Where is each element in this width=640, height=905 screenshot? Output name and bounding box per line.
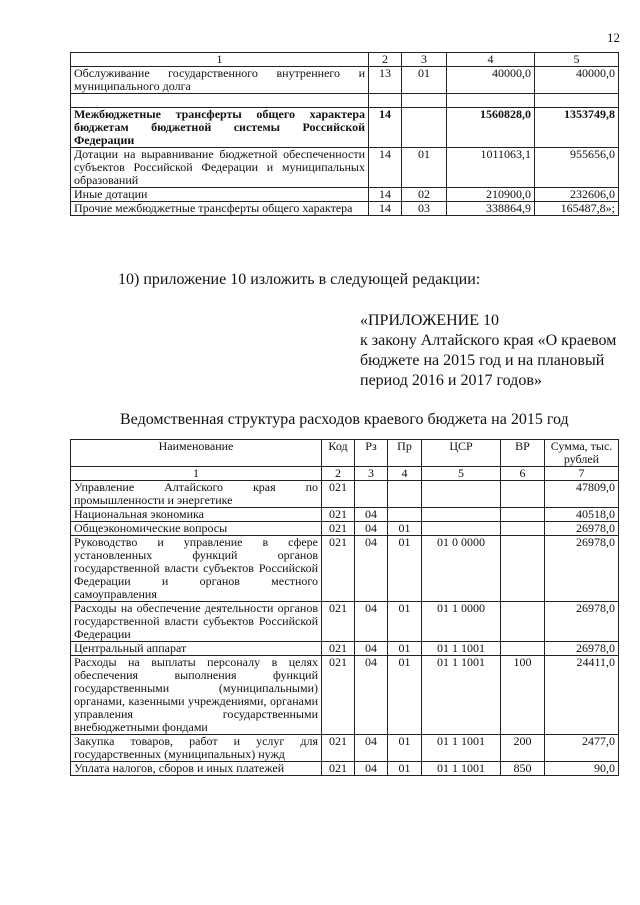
table-row	[71, 522, 619, 536]
row-sum: 26978,0	[545, 536, 619, 602]
row-sum-2015: 338864,9	[447, 202, 535, 216]
row-rz: 14	[369, 202, 402, 216]
row-name: Расходы на обеспечение деятельности органов государственной власти субъектов Российской Федерации	[71, 602, 322, 642]
row-sum-2015: 1560828,0	[447, 108, 535, 148]
row-kod: 021	[322, 536, 355, 602]
row-csr: 01 1 0000	[422, 602, 501, 642]
table-row	[71, 202, 619, 216]
column-header-rz: Рз	[355, 440, 388, 467]
header-cell: 3	[402, 53, 447, 67]
row-rz: 04	[355, 522, 388, 536]
row-vr: 850	[501, 762, 545, 776]
row-name: Закупка товаров, работ и услуг для государственных (муниципальных) нужд	[71, 735, 322, 762]
row-name: Расходы на выплаты персоналу в целях обеспечения выполнения функций государственными (муниципальными) органами, казенными учреждениями, органами управления государственными внебюджетными фондами	[71, 656, 322, 735]
row-sum: 47809,0	[545, 481, 619, 508]
row-pr: 01	[388, 735, 422, 762]
row-name: Управление Алтайского края по промышленности и энергетике	[71, 481, 322, 508]
column-number: 5	[422, 467, 501, 481]
table-row	[71, 108, 619, 148]
row-sum: 26978,0	[545, 522, 619, 536]
column-header-vr: ВР	[501, 440, 545, 467]
row-name	[71, 94, 369, 108]
row-sum-2015	[447, 94, 535, 108]
appendix-line: к закону Алтайского края «О краевом	[360, 332, 617, 349]
header-cell: 1	[71, 53, 369, 67]
row-pr: 01	[388, 642, 422, 656]
table-row	[71, 148, 619, 188]
row-csr	[422, 522, 501, 536]
row-sum: 90,0	[545, 762, 619, 776]
list-item-10: 10) приложение 10 изложить в следующей редакции:	[118, 271, 481, 288]
row-vr	[501, 522, 545, 536]
row-rz: 13	[369, 67, 402, 94]
row-sum: 26978,0	[545, 642, 619, 656]
column-header-csr: ЦСР	[422, 440, 501, 467]
row-name: Национальная экономика	[71, 508, 322, 522]
appendix-line: период 2016 и 2017 годов»	[360, 372, 542, 389]
row-vr	[501, 508, 545, 522]
row-kod: 021	[322, 735, 355, 762]
row-rz	[369, 94, 402, 108]
row-name: Обслуживание государственного внутреннего и муниципального долга	[71, 67, 369, 94]
row-vr: 200	[501, 735, 545, 762]
row-csr	[422, 481, 501, 508]
row-sum: 40518,0	[545, 508, 619, 522]
column-number: 1	[71, 467, 322, 481]
row-sum: 26978,0	[545, 602, 619, 642]
row-sum-2015: 210900,0	[447, 188, 535, 202]
row-rz: 04	[355, 602, 388, 642]
column-header-name: Наименование	[71, 440, 322, 467]
table-row	[71, 536, 619, 602]
column-number: 6	[501, 467, 545, 481]
row-pr: 02	[402, 188, 447, 202]
row-sum-2016: 1353749,8	[535, 108, 619, 148]
column-number: 4	[388, 467, 422, 481]
row-name: Межбюджетные трансферты общего характера бюджетам бюджетной системы Российской Федерации	[71, 108, 369, 148]
table-row	[71, 602, 619, 642]
row-rz: 14	[369, 108, 402, 148]
column-number: 3	[355, 467, 388, 481]
table-header-row	[71, 440, 619, 467]
row-pr: 01	[388, 656, 422, 735]
row-rz: 04	[355, 642, 388, 656]
column-header-sum: Сумма, тыс. рублей	[545, 440, 619, 467]
column-header-pr: Пр	[388, 440, 422, 467]
row-kod: 021	[322, 656, 355, 735]
row-name: Дотации на выравнивание бюджетной обеспеченности субъектов Российской Федерации и муниципальных образований	[71, 148, 369, 188]
row-vr	[501, 642, 545, 656]
row-pr: 01	[388, 522, 422, 536]
top-budget-table	[70, 52, 619, 216]
table-row	[71, 188, 619, 202]
row-sum-2016: 955656,0	[535, 148, 619, 188]
table-row	[71, 67, 619, 94]
row-kod: 021	[322, 602, 355, 642]
row-pr: 01	[388, 536, 422, 602]
table-row-spacer	[71, 94, 619, 108]
header-cell: 2	[369, 53, 402, 67]
row-pr: 01	[388, 762, 422, 776]
document-title: Ведомственная структура расходов краевого бюджета на 2015 год	[120, 411, 569, 428]
row-sum-2016: 40000,0	[535, 67, 619, 94]
column-number-row	[71, 467, 619, 481]
row-pr	[402, 108, 447, 148]
column-number: 7	[545, 467, 619, 481]
row-kod: 021	[322, 508, 355, 522]
row-vr	[501, 481, 545, 508]
row-pr: 01	[402, 148, 447, 188]
row-rz	[355, 481, 388, 508]
row-vr	[501, 536, 545, 602]
row-kod: 021	[322, 522, 355, 536]
row-csr: 01 1 1001	[422, 735, 501, 762]
table-row	[71, 656, 619, 735]
row-name: Руководство и управление в сфере установленных функций органов государственной власти субъектов Российской Федерации и органов местного самоуправления	[71, 536, 322, 602]
row-sum-2016: 165487,8»;	[535, 202, 619, 216]
row-csr: 01 0 0000	[422, 536, 501, 602]
row-pr	[388, 508, 422, 522]
row-csr	[422, 508, 501, 522]
row-kod: 021	[322, 762, 355, 776]
table-row	[71, 735, 619, 762]
row-pr: 01	[402, 67, 447, 94]
row-sum-2015: 40000,0	[447, 67, 535, 94]
header-cell: 5	[535, 53, 619, 67]
table-row	[71, 481, 619, 508]
row-csr: 01 1 1001	[422, 762, 501, 776]
row-rz: 14	[369, 188, 402, 202]
row-pr	[388, 481, 422, 508]
column-header-kod: Код	[322, 440, 355, 467]
row-sum: 2477,0	[545, 735, 619, 762]
row-csr: 01 1 1001	[422, 642, 501, 656]
row-rz: 04	[355, 656, 388, 735]
table-header-row	[71, 53, 619, 67]
row-vr: 100	[501, 656, 545, 735]
table-row	[71, 508, 619, 522]
row-csr: 01 1 1001	[422, 656, 501, 735]
row-pr: 01	[388, 602, 422, 642]
row-rz: 04	[355, 735, 388, 762]
row-sum-2015: 1011063,1	[447, 148, 535, 188]
row-rz: 04	[355, 508, 388, 522]
row-sum: 24411,0	[545, 656, 619, 735]
appendix-line: бюджете на 2015 год и на плановый	[360, 352, 605, 369]
header-cell: 4	[447, 53, 535, 67]
appendix-title: «ПРИЛОЖЕНИЕ 10	[360, 312, 500, 329]
row-name: Иные дотации	[71, 188, 369, 202]
row-name: Прочие межбюджетные трансферты общего характера	[71, 202, 369, 216]
row-kod: 021	[322, 481, 355, 508]
table-row	[71, 642, 619, 656]
row-pr	[402, 94, 447, 108]
row-sum-2016	[535, 94, 619, 108]
row-vr	[501, 602, 545, 642]
appendix-block	[360, 311, 622, 391]
departmental-expenses-table	[70, 439, 619, 776]
row-name: Уплата налогов, сборов и иных платежей	[71, 762, 322, 776]
row-sum-2016: 232606,0	[535, 188, 619, 202]
table-row	[71, 762, 619, 776]
column-number: 2	[322, 467, 355, 481]
row-rz: 04	[355, 536, 388, 602]
row-pr: 03	[402, 202, 447, 216]
row-kod: 021	[322, 642, 355, 656]
row-name: Общеэкономические вопросы	[71, 522, 322, 536]
row-rz: 14	[369, 148, 402, 188]
page-number: 12	[607, 30, 620, 45]
row-rz: 04	[355, 762, 388, 776]
row-name: Центральный аппарат	[71, 642, 322, 656]
